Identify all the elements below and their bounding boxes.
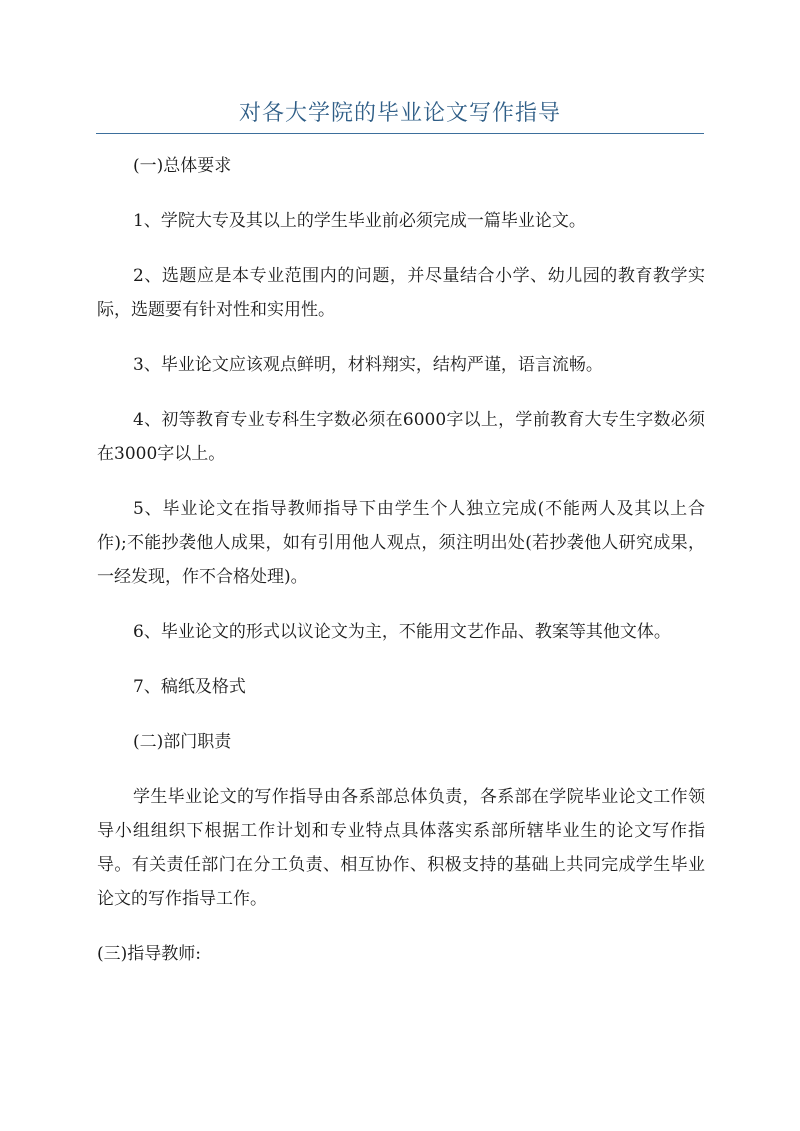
requirement-4: 4、初等教育专业专科生字数必须在6000字以上，学前教育大专生字数必须在3000字以上。 (97, 410, 705, 464)
requirement-1: 1、学院大专及其以上的学生毕业前必须完成一篇毕业论文。 (133, 211, 586, 231)
requirement-2: 2、选题应是本专业范围内的问题，并尽量结合小学、幼儿园的教育教学实际，选题要有针对性和实用性。 (97, 266, 705, 320)
requirement-7: 7、稿纸及格式 (133, 677, 246, 697)
title-underline (96, 133, 704, 134)
section-heading-general-requirements: (一)总体要求 (133, 156, 232, 176)
section-heading-department-duties: (二)部门职责 (133, 732, 232, 752)
requirement-3: 3、毕业论文应该观点鲜明，材料翔实，结构严谨，语言流畅。 (133, 355, 603, 375)
department-duties-paragraph: 学生毕业论文的写作指导由各系部总体负责，各系部在学院毕业论文工作领导小组组织下根据工作计划和专业特点具体落实系部所辖毕业生的论文写作指导。有关责任部门在分工负责、相互协作、积极支持的基础上共同完成学生毕业论文的写作指导工作。 (97, 787, 705, 909)
requirement-6: 6、毕业论文的形式以议论文为主，不能用文艺作品、教案等其他文体。 (133, 622, 671, 642)
document-title: 对各大学院的毕业论文写作指导 (238, 101, 561, 126)
section-heading-advisors: (三)指导教师: (97, 944, 201, 964)
requirement-5: 5、毕业论文在指导教师指导下由学生个人独立完成(不能两人及其以上合作);不能抄袭他人成果，如有引用他人观点，须注明出处(若抄袭他人研究成果，一经发现，作不合格处理)。 (97, 499, 705, 587)
document-body (97, 149, 705, 992)
